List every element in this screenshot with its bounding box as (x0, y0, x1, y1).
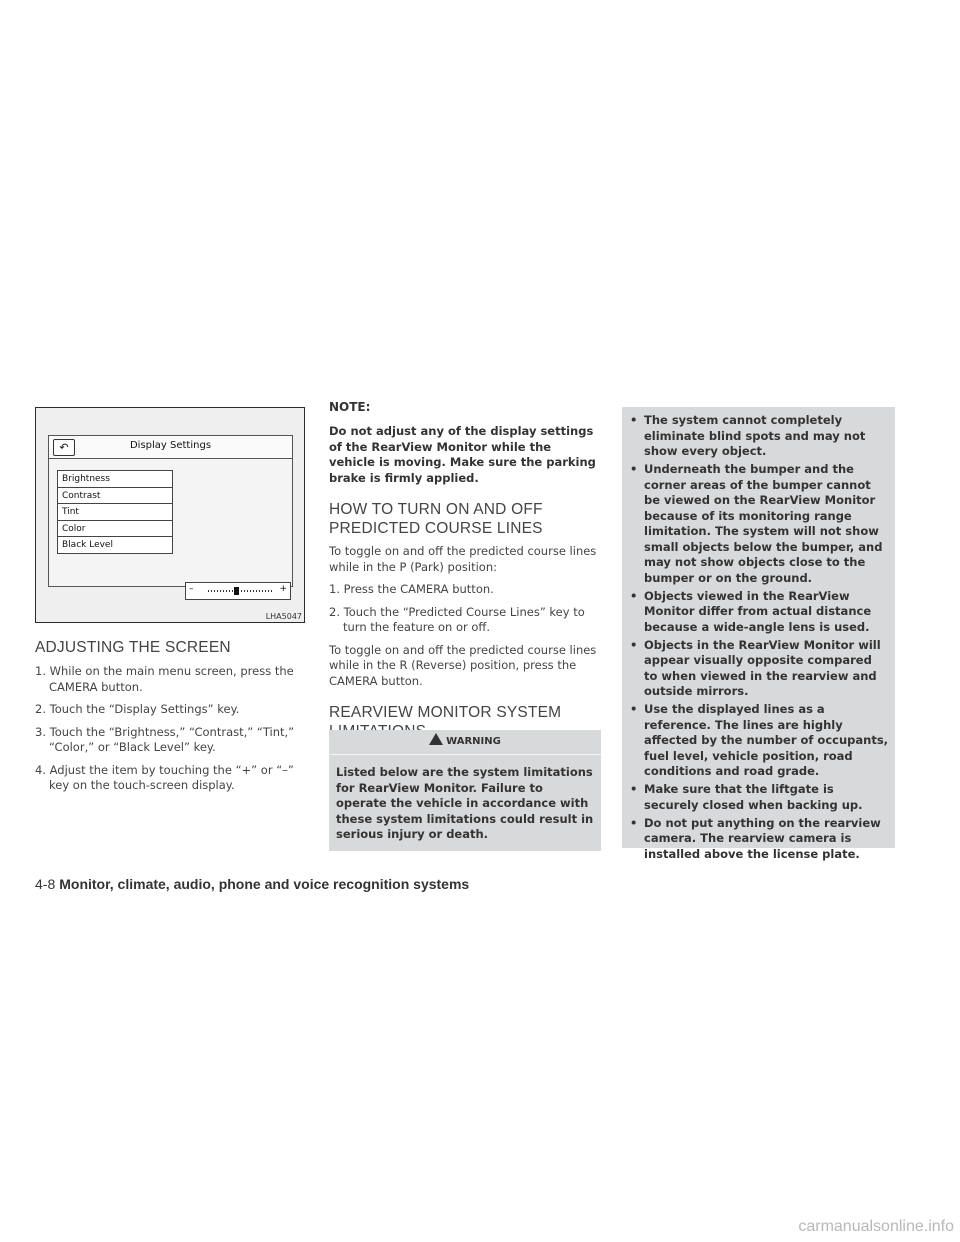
limitation-item: • Objects viewed in the RearView Monitor differ from actual distance because a wide-angle lens is used. (630, 589, 889, 636)
menu-item-contrast: Contrast (58, 488, 172, 505)
course-lines-step-2: 2. Touch the “Predicted Course Lines” key to turn the feature on or off. (329, 604, 585, 634)
slider-track (208, 590, 274, 592)
screen-titlebar (49, 436, 292, 459)
note-body: Do not adjust any of the display settings of the RearView Monitor while the vehicle is moving. Make sure the parking brake is firmly applied. (329, 424, 596, 485)
adjusting-step-3: 3. Touch the “Brightness,” “Contrast,” “Tint,” “Color,” or “Black Level” key. (35, 724, 295, 754)
warning-body: Listed below are the system limitations for RearView Monitor. Failure to operate the vehicle in accordance with these system limitations could result in serious injury or death. (336, 765, 594, 841)
menu-item-color: Color (58, 521, 172, 538)
warning-triangle-icon (429, 733, 443, 745)
limitation-item: • Make sure that the liftgate is securely closed when backing up. (630, 782, 889, 813)
warning-label: WARNING (446, 736, 501, 747)
chapter-title: Monitor, climate, audio, phone and voice recognition systems (59, 876, 470, 892)
menu-item-black-level: Black Level (62, 540, 113, 550)
course-lines-step-1: 1. Press the CAMERA button. (329, 582, 494, 596)
limitations-panel (622, 407, 895, 861)
slider-plus: + (279, 584, 287, 594)
back-arrow-icon: ↶ (53, 439, 75, 456)
course-lines-heading-1: HOW TO TURN ON AND OFF (329, 501, 543, 518)
slider-minus: – (189, 584, 194, 594)
adjusting-step-2: 2. Touch the “Display Settings” key. (35, 702, 240, 716)
display-settings-figure (35, 407, 305, 623)
page-number: 4-8 (35, 876, 56, 892)
warning-box (329, 730, 601, 851)
page-footer (35, 876, 469, 892)
slider-knob (234, 587, 239, 595)
settings-menu (57, 470, 173, 554)
limitation-item: • Objects in the RearView Monitor will appear visually opposite compared to when viewed in the rearview and outside mirrors. (630, 638, 889, 700)
course-lines-heading-2: PREDICTED COURSE LINES (329, 520, 543, 537)
warning-header (329, 730, 601, 755)
course-lines-intro: To toggle on and off the predicted course lines while in the P (Park) position: (329, 544, 597, 574)
display-settings-screen (48, 435, 293, 594)
adjusting-heading: ADJUSTING THE SCREEN (35, 639, 231, 656)
screen-title: Display Settings (129, 440, 212, 451)
limitation-item: • Underneath the bumper and the corner areas of the bumper cannot be viewed on the RearView Monitor because of its monitoring range limitation. The system will not show small objects below the bumper, and may not show objects close to the bumper or on the ground. (630, 462, 889, 586)
limitation-item: • Use the displayed lines as a reference. The lines are highly affected by the number of occupants, fuel level, vehicle position, road conditions and road grade. (630, 702, 889, 780)
adjusting-step-4: 4. Adjust the item by touching the “+” or “–” key on the touch-screen display. (35, 762, 294, 792)
adjusting-step-1: 1. While on the main menu screen, press the CAMERA button. (35, 664, 294, 694)
menu-item-tint: Tint (58, 504, 172, 521)
watermark: carmanualsonline.info (798, 1218, 954, 1235)
note-title: NOTE: (329, 400, 371, 414)
figure-label: LHA5047 (265, 612, 302, 621)
course-lines-steps (329, 582, 601, 636)
limitations-heading-1: REARVIEW MONITOR SYSTEM (329, 704, 562, 721)
menu-item-brightness: Brightness (58, 471, 172, 488)
limitation-item: • Do not put anything on the rearview camera. The rearview camera is installed above the license plate. (630, 816, 889, 863)
limitation-item: • The system cannot completely eliminate blind spots and may not show every object. (630, 413, 889, 460)
adjusting-steps (35, 664, 307, 794)
limitations-bullets (622, 407, 895, 862)
adjust-slider (185, 582, 291, 600)
course-lines-reverse: To toggle on and off the predicted course lines while in the R (Reverse) position, press the CAMERA button. (329, 642, 597, 688)
